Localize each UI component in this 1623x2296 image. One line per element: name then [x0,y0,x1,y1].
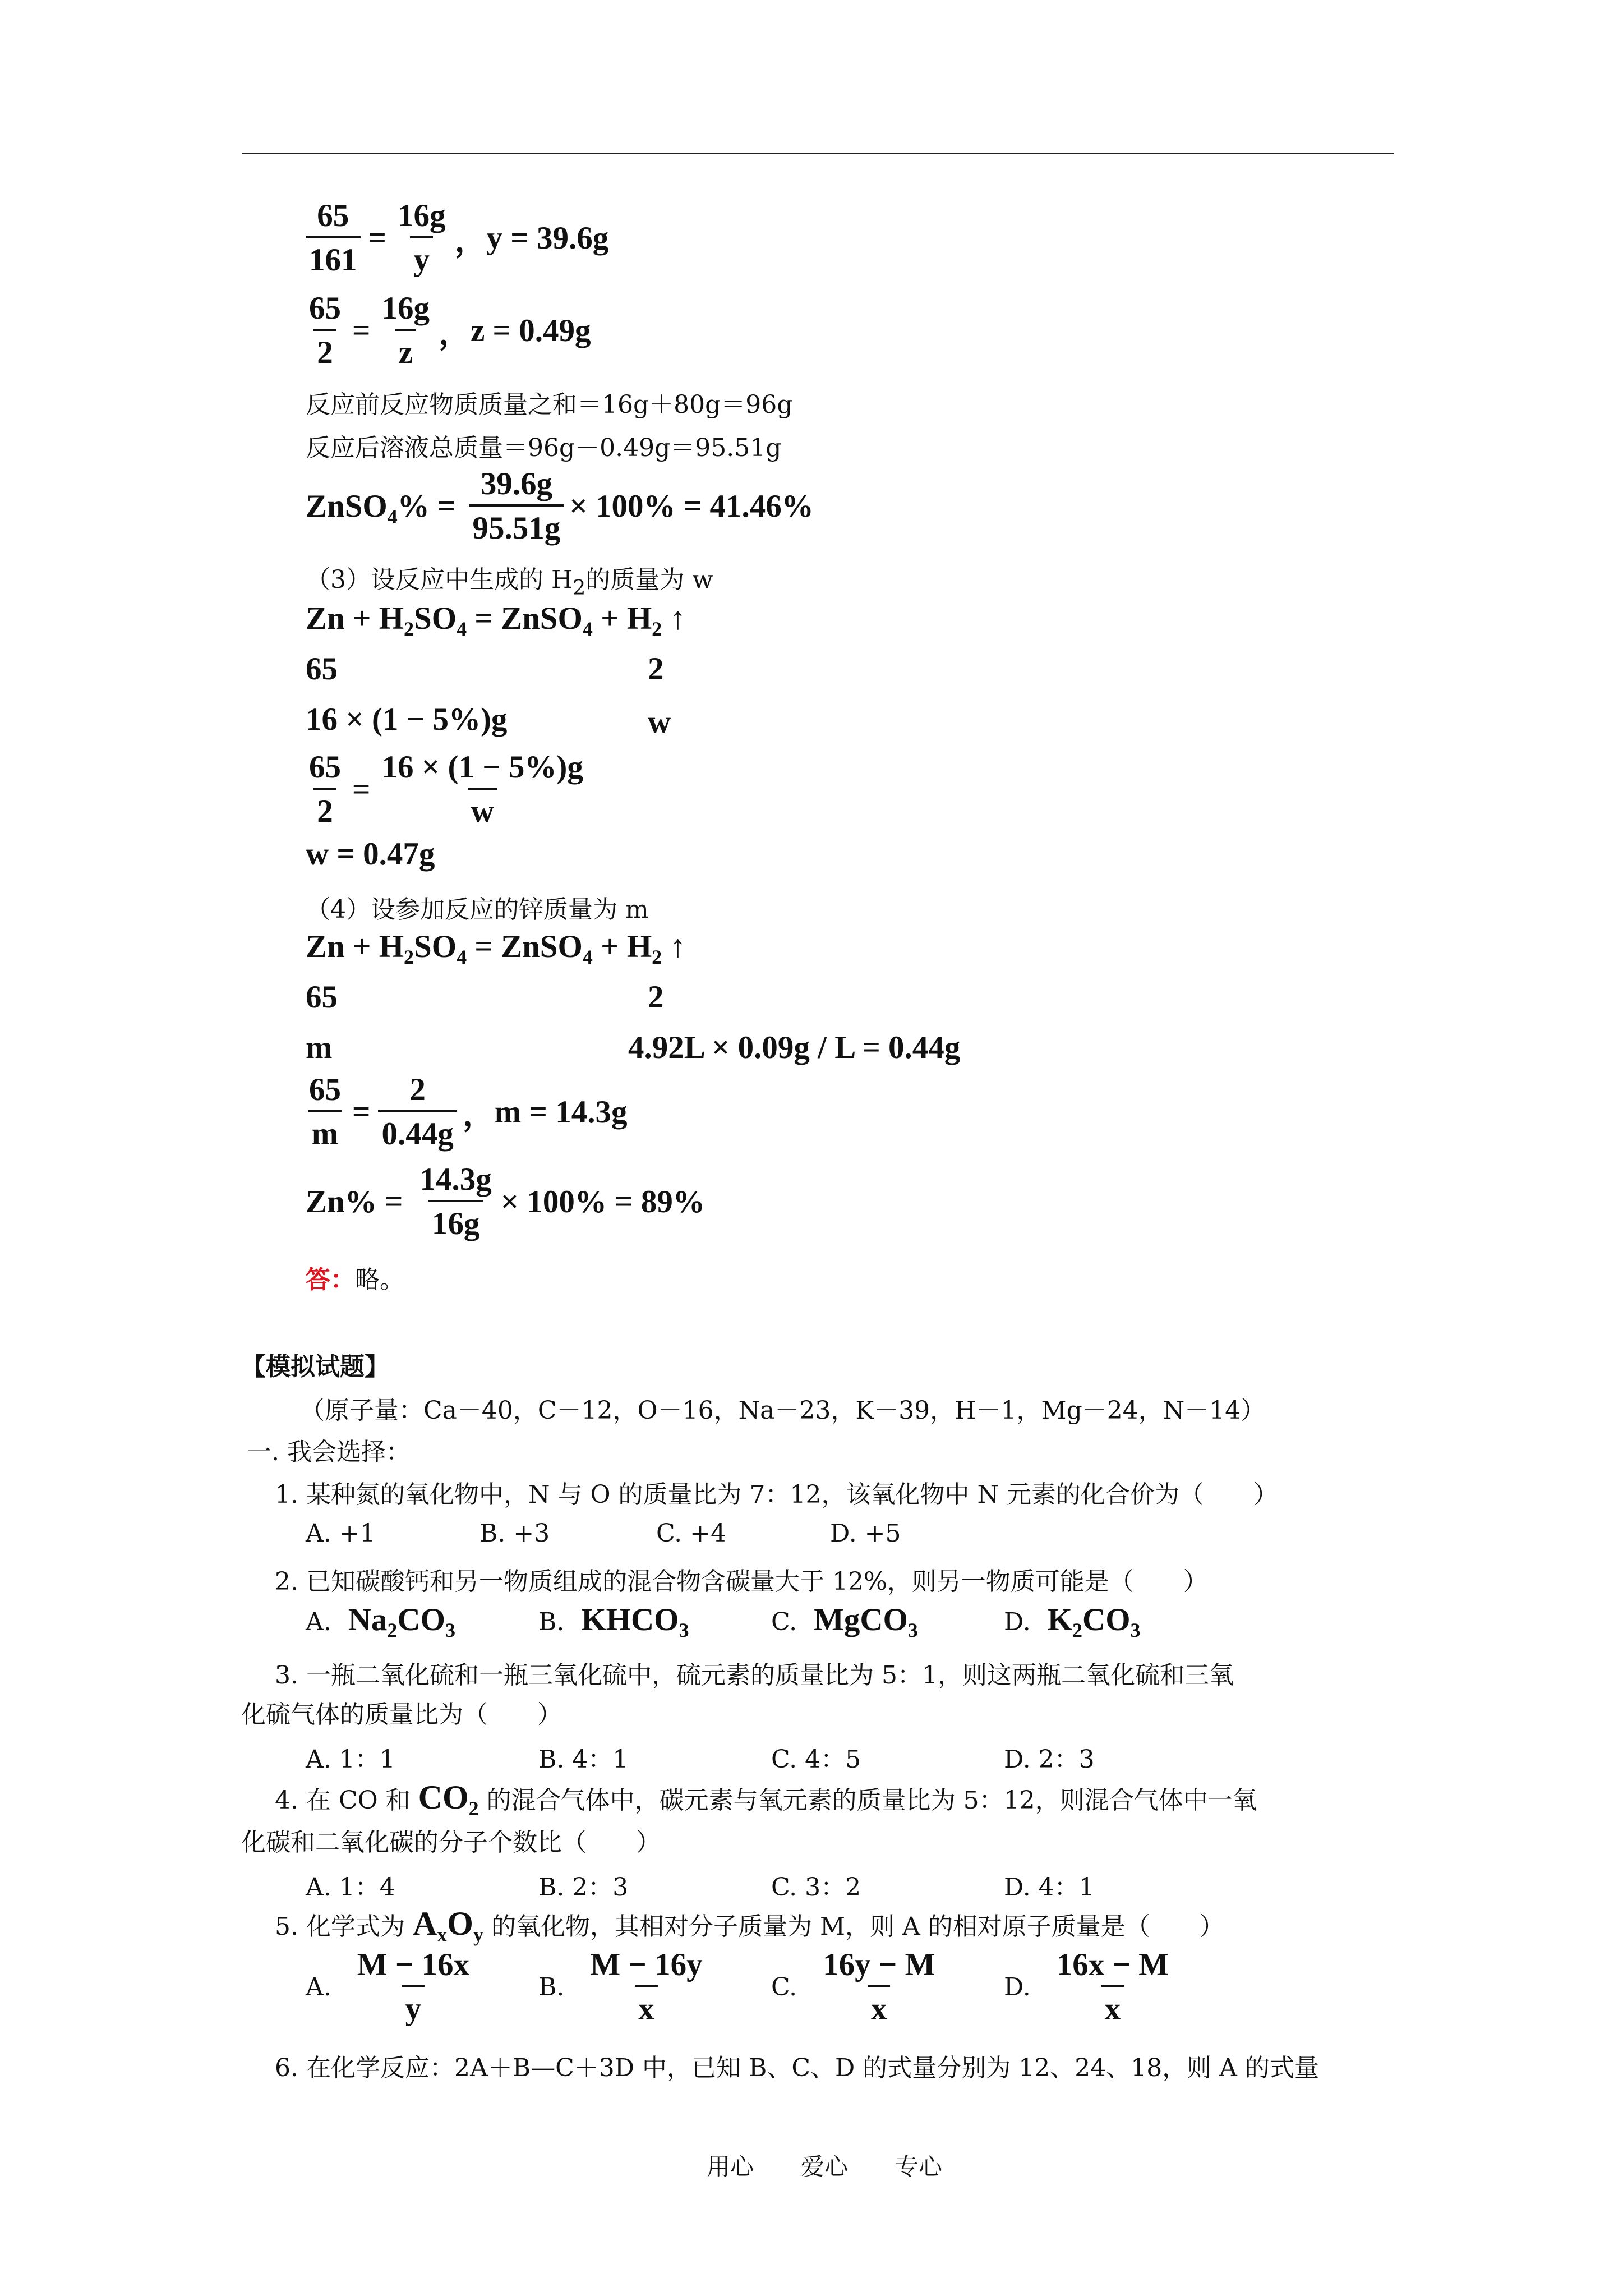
fraction-numerator: 16g [397,198,446,233]
result-m: m = 14.3g [494,1094,628,1130]
question-5: 5. 化学式为 $A_xO_y$ 的氧化物，其相对分子质量为 M，则 A 的相对原子质量是（ ） [275,1905,1224,1946]
equation-z: $\frac{65}{2}$ = $\frac{16g}{z}$ ， z = 0.49g [306,290,591,371]
q2-option-b: B. $KHCO_3$ [538,1602,689,1641]
amount-zn: 16 × (1 − 5%)g [306,702,508,737]
fraction-denominator: m [308,1110,342,1152]
q5-option-b: B. $\frac{M - 16y}{x}$ [538,1947,703,2027]
section-heading: 一. 我会选择： [247,1438,411,1466]
header-rule [242,153,1394,154]
question-1: 1. 某种氮的氧化物中，N 与 O 的质量比为 7：12，该氧化物中 N 元素的化合价为（ ） [275,1480,1278,1509]
total-after-line: 反应后溶液总质量＝96g－0.49g＝95.51g [306,434,782,462]
atomic-masses: （原子量：Ca－40，C－12，O－16，Na－23，K－39，H－1，Mg－24，N－14） [300,1396,1266,1425]
q4-option-b: B. 2：3 [538,1873,629,1902]
reaction-equation-3: $Zn + H_2SO_4$ = ZnSO$_4$ + $H_2$ ↑ [306,601,686,640]
question-6: 6. 在化学反应：2A＋B—C＋3D 中，已知 B、C、D 的式量分别为 12、24、18，则 A 的式量 [275,2054,1319,2082]
q2-option-a: A. $Na_2CO_3$ [306,1602,455,1641]
q1-option-a: A. +1 [306,1519,376,1548]
fraction-numerator: 65 [317,198,349,233]
section-title: 【模拟试题】 [241,1352,389,1381]
q3-option-c: C. 4：5 [771,1745,861,1774]
q3-option-d: D. 2：3 [1004,1745,1095,1774]
equation-w: $\frac{65}{2}$ = $\frac{16 \times (1 - 5\%)g}{w}$ [306,749,587,830]
subscript: 4 [387,505,398,528]
q4-option-a: A. 1：4 [306,1873,395,1902]
formula-text: × 100% = 89% [500,1184,705,1220]
q1-option-b: B. +3 [479,1519,550,1548]
question-4-line2: 化碳和二氧化碳的分子个数比（ ） [241,1828,661,1857]
formula-text: Zn% = [306,1184,403,1220]
question-3-line2: 化硫气体的质量比为（ ） [241,1700,562,1729]
q5-option-c: C. $\frac{16y - M}{x}$ [771,1947,935,2027]
fraction-numerator: 39.6g [480,466,552,501]
amount-zn: m [306,1030,333,1065]
q3-option-b: B. 4：1 [538,1745,629,1774]
znso4-percent-equation [306,466,814,546]
fraction-denominator: y [410,236,433,278]
q1-option-c: C. +4 [656,1519,726,1548]
fraction-numerator: 14.3g [419,1162,492,1197]
fraction-denominator: 2 [313,788,336,830]
fraction-numerator: 65 [309,291,341,326]
molar-mass-h2: 2 [648,979,664,1015]
fraction-denominator: z [395,329,416,371]
total-before-line: 反应前反应物质质量之和＝16g＋80g＝96g [306,390,793,419]
result-z: z = 0.49g [470,312,591,348]
part4-intro: （4）设参加反应的锌质量为 m [306,895,649,924]
formula-text: ZnSO [306,488,388,524]
zn-percent-equation [306,1161,705,1242]
q5-option-d: D. $\frac{16x - M}{x}$ [1004,1947,1169,2027]
fraction-denominator: 95.51g [469,504,564,546]
q1-option-d: D. +5 [830,1519,901,1548]
answer-text: 略。 [355,1266,404,1294]
amount-h2: w [648,705,671,740]
fraction-denominator: 2 [313,329,336,371]
fraction-numerator: 65 [309,1072,341,1107]
formula-text: % = [397,488,456,524]
molar-mass-zn: 65 [306,651,338,687]
equation-y: $\frac{65}{161}$ = $\frac{16g}{y}$ ， y = 39.6g [306,197,608,278]
q2-option-c: C. MgCO$_3$ [771,1602,918,1641]
fraction-denominator: w [468,788,497,830]
part3-intro: （3）设反应中生成的 $H_2$的质量为 w [306,565,713,600]
fraction-denominator: 161 [306,236,361,278]
fraction-denominator: 0.44g [378,1110,457,1152]
formula-text: × 100% = 41.46% [569,488,814,524]
question-3: 3. 一瓶二氧化硫和一瓶三氧化硫中，硫元素的质量比为 5：1，则这两瓶二氧化硫和三氧 [275,1661,1234,1690]
q2-option-d: D. $K_2CO_3$ [1004,1602,1141,1641]
page-footer: 用心 爱心 专心 [707,2153,943,2180]
q4-option-d: D. 4：1 [1004,1873,1095,1902]
reaction-equation-4: $Zn + H_2SO_4$ = ZnSO$_4$ + $H_2$ ↑ [306,929,686,968]
result-y: y = 39.6g [486,220,609,256]
fraction-numerator: 65 [309,749,341,785]
fraction-numerator: 16g [381,291,430,326]
answer-line [306,1259,404,1295]
fraction-denominator: 16g [428,1200,483,1242]
answer-label: 答： [306,1266,355,1294]
q5-option-a: A. $\frac{M - 16x}{y}$ [306,1947,470,2027]
q4-option-c: C. 3：2 [771,1873,861,1902]
question-2: 2. 已知碳酸钙和另一物质组成的混合物含碳量大于 12%，则另一物质可能是（ ） [275,1567,1208,1596]
equation-m: $\frac{65}{m}$ = $\frac{2}{0.44g}$ ， m = 14.3g [306,1071,627,1152]
amount-h2: 4.92L × 0.09g / L = 0.44g [628,1030,961,1065]
question-4: 4. 在 CO 和 $CO_2$ 的混合气体中，碳元素与氧元素的质量比为 5：12，则混合气体中一氧 [275,1779,1257,1820]
result-w: w = 0.47g [306,836,435,872]
molar-mass-h2: 2 [648,651,664,687]
fraction-numerator: 16 × (1 − 5%)g [381,749,583,785]
q3-option-a: A. 1：1 [306,1745,395,1774]
molar-mass-zn: 65 [306,979,338,1015]
fraction-numerator: 2 [409,1072,426,1107]
